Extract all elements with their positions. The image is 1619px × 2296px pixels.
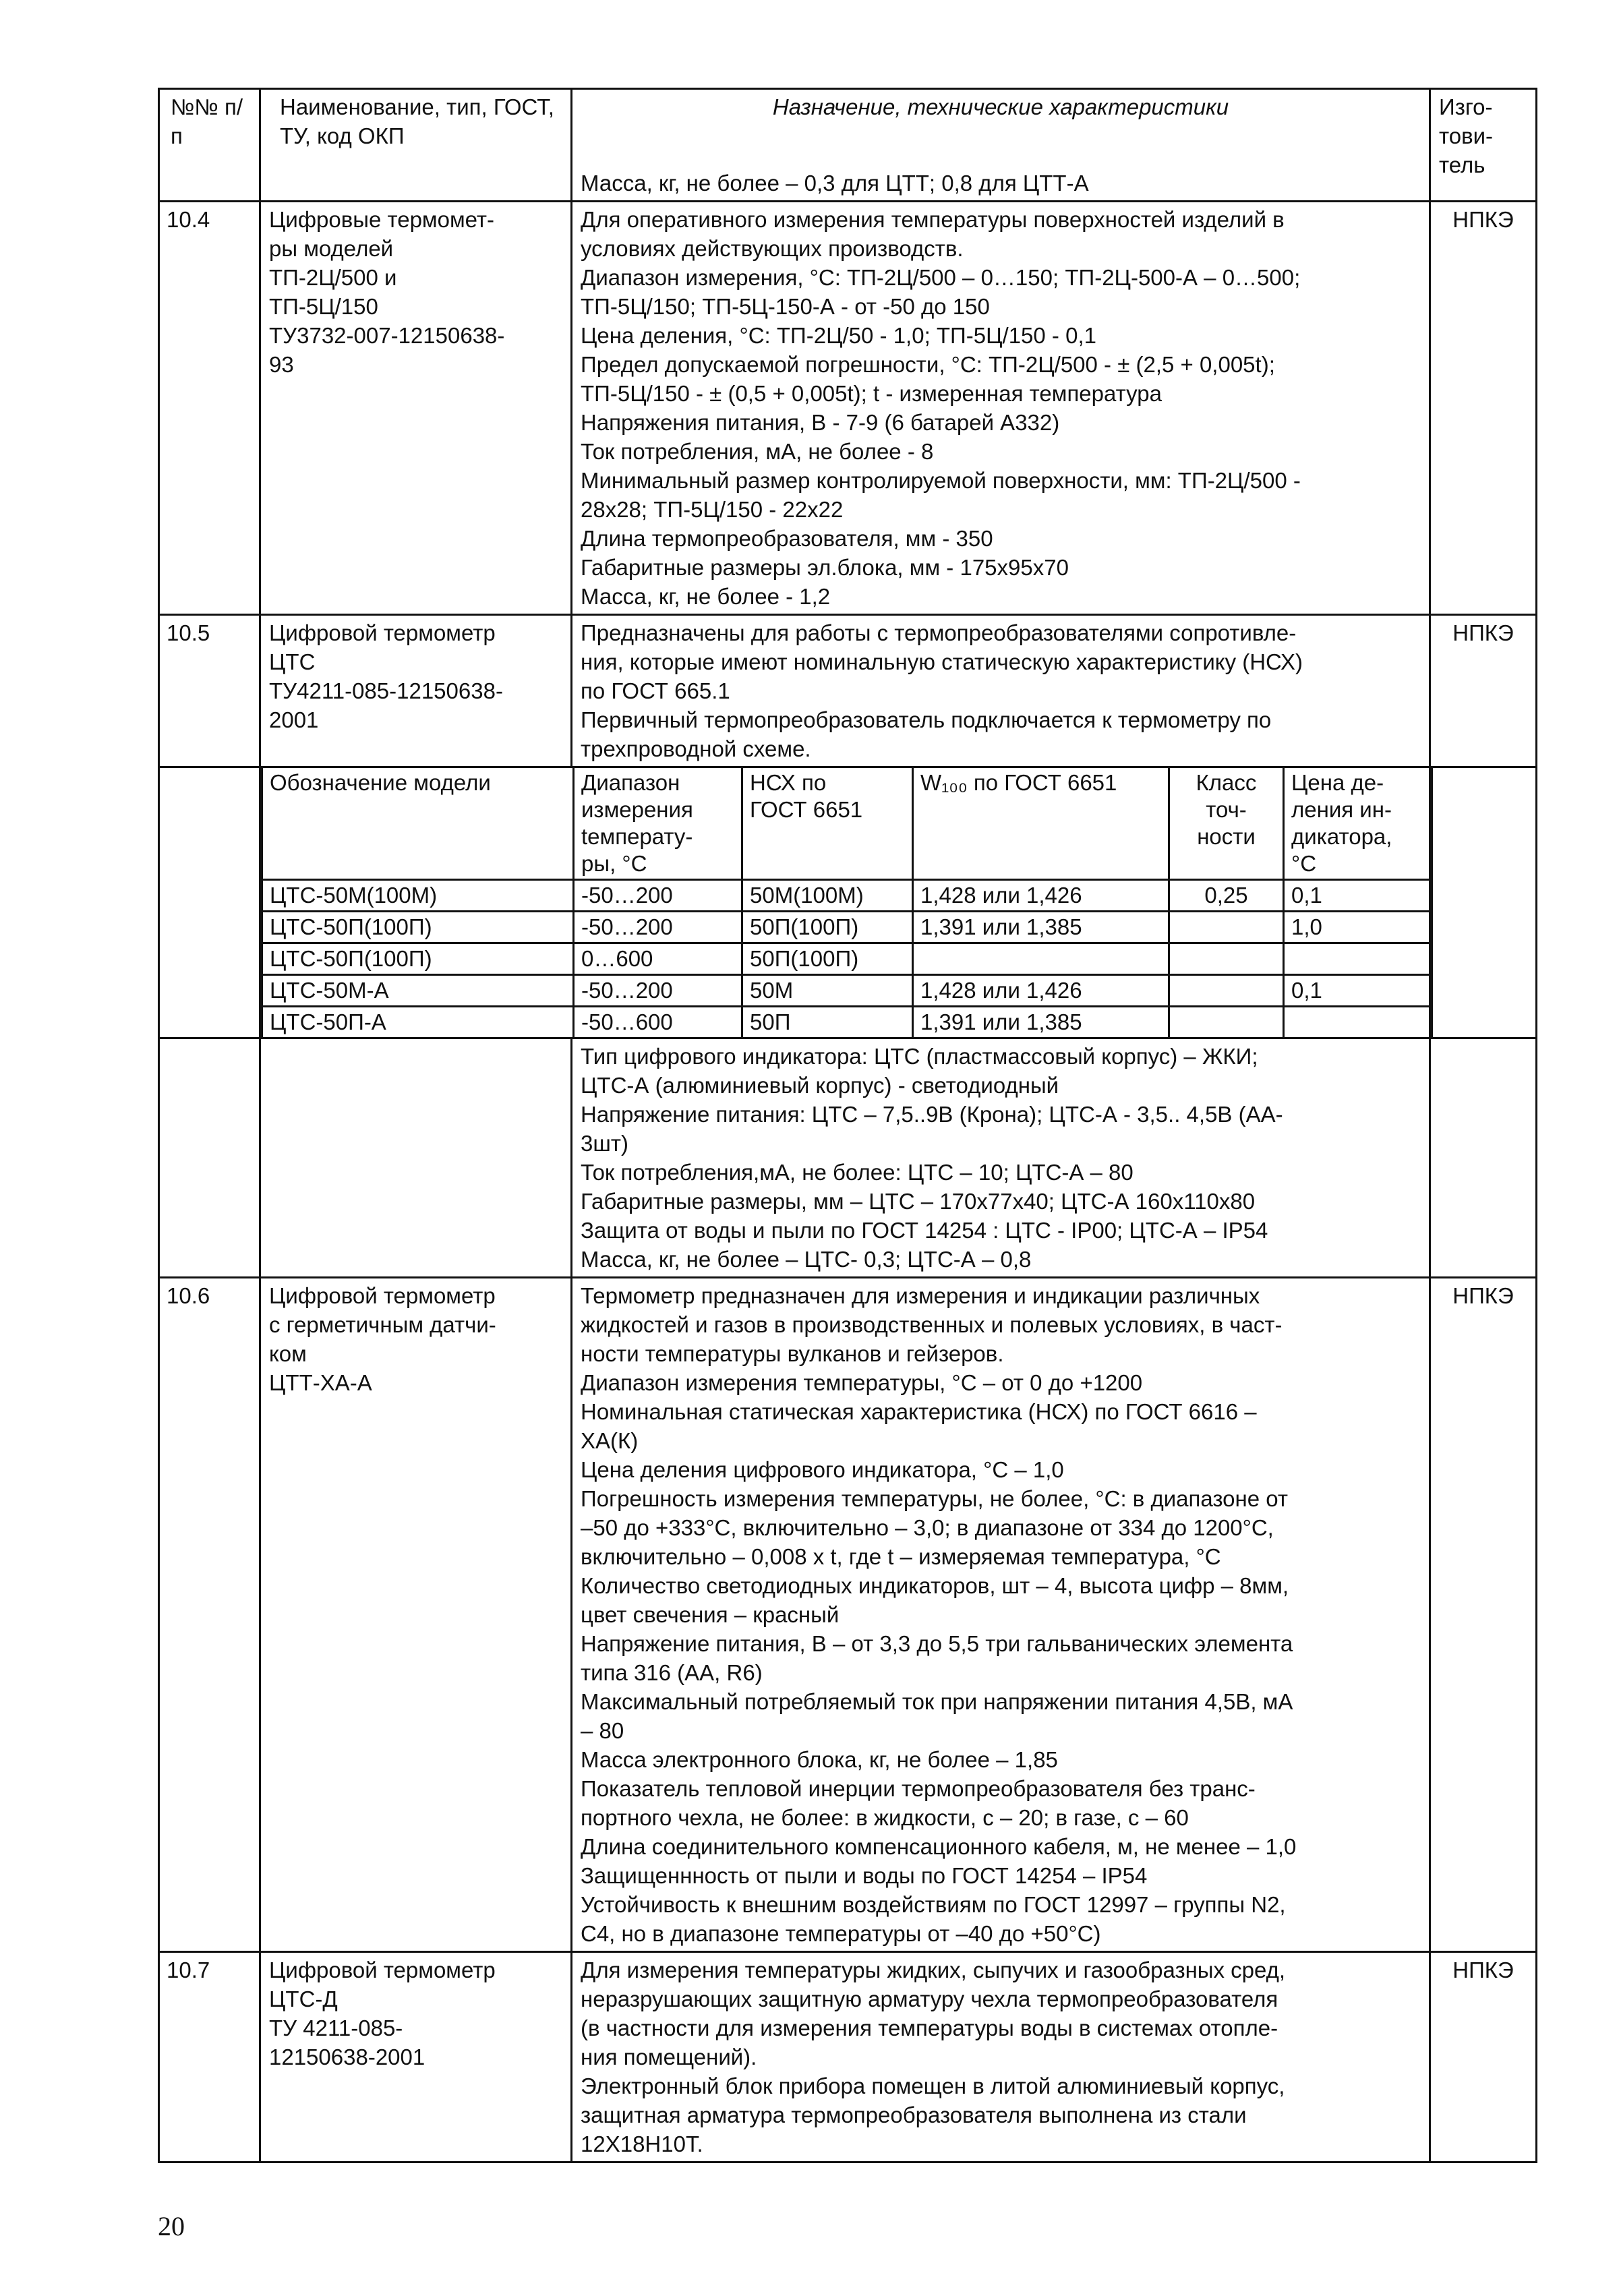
subtable-header-class: Класс точ- ности xyxy=(1169,768,1284,880)
model-w100 xyxy=(913,943,1169,975)
subtable-header-div: Цена де- ления ин- дикатора, °С xyxy=(1284,768,1432,880)
row-name: Цифровой термометр с герметичным датчи- ком ЦТТ-ХА-А xyxy=(260,1278,572,1952)
desc-line: портного чехла, не более: в жидкости, с – 20; в газе, с – 60 xyxy=(581,1805,1189,1830)
model-nsx: 50М(100М) xyxy=(742,880,913,912)
desc-line: Длина термопреобразователя, мм - 350 xyxy=(581,526,993,551)
subtable-row xyxy=(262,975,1432,1007)
desc-line: Для оперативного измерения температуры поверхностей изделий в xyxy=(581,207,1285,232)
model-range: -50…200 xyxy=(574,975,742,1007)
desc-line: Для измерения температуры жидких, сыпучих и газообразных сред, xyxy=(581,1958,1286,1982)
model-nsx: 50М xyxy=(742,975,913,1007)
subtable-row xyxy=(262,880,1432,912)
desc-line: 28х28; ТП-5Ц/150 - 22х22 xyxy=(581,497,844,522)
model-div xyxy=(1284,943,1432,975)
row-10-5 xyxy=(159,615,1537,767)
desc-line: ности температуры вулканов и гейзеров. xyxy=(581,1341,1004,1366)
desc-line: С4, но в диапазоне температуры от –40 до +50°С) xyxy=(581,1921,1101,1946)
desc-line: Тип цифрового индикатора: ЦТС (пластмассовый корпус) – ЖКИ; xyxy=(581,1044,1258,1069)
header-name: Наименование, тип, ГОСТ, ТУ, код ОКП xyxy=(260,89,572,202)
subtable-header-nsx: НСХ по ГОСТ 6651 xyxy=(742,768,913,880)
desc-line: ТП-5Ц/150; ТП-5Ц-150-А - от -50 до 150 xyxy=(581,294,990,319)
row-desc xyxy=(572,202,1430,615)
model-w100: 1,428 или 1,426 xyxy=(913,975,1169,1007)
desc-line: Предназначены для работы с термопреобразователями сопротивле- xyxy=(581,620,1297,645)
desc-line: Масса электронного блока, кг, не более – 1,85 xyxy=(581,1747,1058,1772)
header-num: №№ п/п xyxy=(159,89,260,202)
subtable-header-range: Диапазон измерения tемперату- ры, °С xyxy=(574,768,742,880)
row-num: 10.5 xyxy=(159,615,260,767)
desc-line: Устойчивость к внешним воздействиям по ГОСТ 12997 – группы N2, xyxy=(581,1892,1286,1917)
row-10-6 xyxy=(159,1278,1537,1952)
desc-line: Минимальный размер контролируемой поверхности, мм: ТП-2Ц/500 - xyxy=(581,468,1301,493)
empty-cell xyxy=(159,1038,260,1278)
model-subtable-cell xyxy=(260,767,1430,1038)
desc-line: Электронный блок прибора помещен в литой алюминиевый корпус, xyxy=(581,2073,1285,2098)
desc-line: Показатель тепловой инерции термопреобразователя без транс- xyxy=(581,1776,1256,1801)
model-div xyxy=(1284,1007,1432,1038)
desc-line: – 80 xyxy=(581,1718,624,1743)
row-desc xyxy=(572,1038,1430,1278)
model-name: ЦТС-50М-А xyxy=(262,975,574,1007)
desc-line: включительно – 0,008 х t, где t – измеряемая температура, °С xyxy=(581,1544,1221,1569)
model-nsx: 50П xyxy=(742,1007,913,1038)
model-range: -50…200 xyxy=(574,912,742,943)
model-class xyxy=(1169,1007,1284,1038)
row-mfr: НПКЭ xyxy=(1430,202,1537,615)
desc-line: ния, которые имеют номинальную статическую характеристику (НСХ) xyxy=(581,649,1303,674)
row-desc xyxy=(572,615,1430,767)
model-w100: 1,391 или 1,385 xyxy=(913,1007,1169,1038)
model-subtable xyxy=(261,768,1433,1037)
row-name: Цифровой термометр ЦТС-Д ТУ 4211-085- 12150638-2001 xyxy=(260,1952,572,2162)
header-mfr: Изго- тови- тель xyxy=(1430,89,1537,202)
model-class: 0,25 xyxy=(1169,880,1284,912)
row-mfr: НПКЭ xyxy=(1430,1952,1537,2162)
desc-line: Защищеннность от пыли и воды по ГОСТ 14254 – IP54 xyxy=(581,1863,1148,1888)
desc-line: Первичный термопреобразователь подключается к термометру по xyxy=(581,707,1272,732)
desc-line: неразрушающих защитную арматуру чехла термопреобразователя xyxy=(581,1986,1278,2011)
desc-line: ЦТС-А (алюминиевый корпус) - светодиодный xyxy=(581,1073,1059,1098)
subtable-header-row xyxy=(262,768,1432,880)
model-class xyxy=(1169,912,1284,943)
model-name: ЦТС-50П(100П) xyxy=(262,943,574,975)
desc-line: –50 до +333°С, включительно – 3,0; в диапазоне от 334 до 1200°С, xyxy=(581,1515,1274,1540)
model-div: 0,1 xyxy=(1284,975,1432,1007)
desc-line: Масса, кг, не более – ЦТС- 0,3; ЦТС-А – 0,8 xyxy=(581,1247,1032,1272)
desc-line: трехпроводной схеме. xyxy=(581,736,811,761)
subtable-header-w100: W₁₀₀ по ГОСТ 6651 xyxy=(913,768,1169,880)
desc-line: Диапазон измерения, °С: ТП-2Ц/500 – 0…150; ТП-2Ц-500-А – 0…500; xyxy=(581,265,1301,290)
row-10-5-continued xyxy=(159,1038,1537,1278)
desc-line: Напряжения питания, В - 7-9 (6 батарей А332) xyxy=(581,410,1060,435)
desc-line: Погрешность измерения температуры, не более, °С: в диапазоне от xyxy=(581,1486,1288,1511)
desc-line: по ГОСТ 665.1 xyxy=(581,678,730,703)
row-num: 10.7 xyxy=(159,1952,260,2162)
row-num: 10.4 xyxy=(159,202,260,615)
empty-cell xyxy=(260,1038,572,1278)
page-number: 20 xyxy=(158,2211,185,2241)
subtable-row xyxy=(262,943,1432,975)
model-name: ЦТС-50П(100П) xyxy=(262,912,574,943)
desc-line: защитная арматура термопреобразователя выполнена из стали xyxy=(581,2102,1247,2127)
desc-line: Габаритные размеры, мм – ЦТС – 170х77х40; ЦТС-А 160х110х80 xyxy=(581,1189,1256,1214)
row-mfr: НПКЭ xyxy=(1430,1278,1537,1952)
empty-cell xyxy=(1430,767,1537,1038)
row-name: Цифровые термомет- ры моделей ТП-2Ц/500 и ТП-5Ц/150 ТУ3732-007-12150638- 93 xyxy=(260,202,572,615)
model-nsx: 50П(100П) xyxy=(742,943,913,975)
desc-line: Максимальный потребляемый ток при напряжении питания 4,5В, мА xyxy=(581,1689,1293,1714)
model-class xyxy=(1169,975,1284,1007)
desc-line: Габаритные размеры эл.блока, мм - 175х95х70 xyxy=(581,555,1069,580)
row-10-4 xyxy=(159,202,1537,615)
model-class xyxy=(1169,943,1284,975)
desc-line: ХА(К) xyxy=(581,1428,639,1453)
model-w100: 1,391 или 1,385 xyxy=(913,912,1169,943)
desc-line: Термометр предназначен для измерения и индикации различных xyxy=(581,1283,1260,1308)
header-desc: Назначение, технические характеристики xyxy=(772,94,1229,119)
desc-line: Защита от воды и пыли по ГОСТ 14254 : ЦТС - IP00; ЦТС-А – IP54 xyxy=(581,1218,1268,1243)
desc-line: 12Х18Н10Т. xyxy=(581,2131,703,2156)
model-w100: 1,428 или 1,426 xyxy=(913,880,1169,912)
desc-line: условиях действующих производств. xyxy=(581,236,964,261)
desc-line: цвет свечения – красный xyxy=(581,1602,840,1627)
row-desc xyxy=(572,1952,1430,2162)
desc-line: 3шт) xyxy=(581,1131,628,1156)
row-mfr: НПКЭ xyxy=(1430,615,1537,767)
row-desc xyxy=(572,1278,1430,1952)
model-div: 1,0 xyxy=(1284,912,1432,943)
subtable-row xyxy=(262,1007,1432,1038)
desc-line: Количество светодиодных индикаторов, шт – 4, высота цифр – 8мм, xyxy=(581,1573,1289,1598)
row-num: 10.6 xyxy=(159,1278,260,1952)
empty-cell xyxy=(1430,1038,1537,1278)
desc-line: жидкостей и газов в производственных и полевых условиях, в част- xyxy=(581,1312,1283,1337)
spec-table xyxy=(158,88,1537,2163)
empty-cell xyxy=(159,767,260,1038)
desc-line: ТП-5Ц/150 - ± (0,5 + 0,005t); t - измеренная температура xyxy=(581,381,1162,406)
desc-line: (в частности для измерения температуры воды в системах отопле- xyxy=(581,2015,1278,2040)
desc-line: Длина соединительного компенсационного кабеля, м, не менее – 1,0 xyxy=(581,1834,1297,1859)
desc-line: Напряжение питания: ЦТС – 7,5..9В (Крона); ЦТС-А - 3,5.. 4,5В (АА- xyxy=(581,1102,1283,1127)
desc-line: Предел допускаемой погрешности, °С: ТП-2Ц/500 - ± (2,5 + 0,005t); xyxy=(581,352,1275,377)
desc-line: Диапазон измерения температуры, °С – от 0 до +1200 xyxy=(581,1370,1143,1395)
model-subtable-row xyxy=(159,767,1537,1038)
desc-line: Цена деления цифрового индикатора, °С – 1,0 xyxy=(581,1457,1064,1482)
desc-line: Масса, кг, не более - 1,2 xyxy=(581,584,831,609)
desc-line: Цена деления, °С: ТП-2Ц/50 - 1,0; ТП-5Ц/150 - 0,1 xyxy=(581,323,1096,348)
model-nsx: 50П(100П) xyxy=(742,912,913,943)
row-10-7 xyxy=(159,1952,1537,2162)
model-range: -50…600 xyxy=(574,1007,742,1038)
header-desc-cell xyxy=(572,89,1430,202)
row-name: Цифровой термометр ЦТС ТУ4211-085-12150638- 2001 xyxy=(260,615,572,767)
model-name: ЦТС-50М(100М) xyxy=(262,880,574,912)
desc-line: Номинальная статическая характеристика (НСХ) по ГОСТ 6616 – xyxy=(581,1399,1257,1424)
desc-line: типа 316 (АА, R6) xyxy=(581,1660,763,1685)
subtable-header-model: Обозначение модели xyxy=(262,768,574,880)
model-name: ЦТС-50П-А xyxy=(262,1007,574,1038)
desc-line: Ток потребления,мА, не более: ЦТС – 10; ЦТС-А – 80 xyxy=(581,1160,1134,1185)
desc-line: ния помещений). xyxy=(581,2044,757,2069)
model-div: 0,1 xyxy=(1284,880,1432,912)
header-desc-tail: Масса, кг, не более – 0,3 для ЦТТ; 0,8 для ЦТТ-А xyxy=(581,171,1089,196)
header-row xyxy=(159,89,1537,202)
desc-line: Ток потребления, мА, не более - 8 xyxy=(581,439,934,464)
model-range: -50…200 xyxy=(574,880,742,912)
model-range: 0…600 xyxy=(574,943,742,975)
subtable-row xyxy=(262,912,1432,943)
desc-line: Напряжение питания, В – от 3,3 до 5,5 три гальванических элемента xyxy=(581,1631,1293,1656)
